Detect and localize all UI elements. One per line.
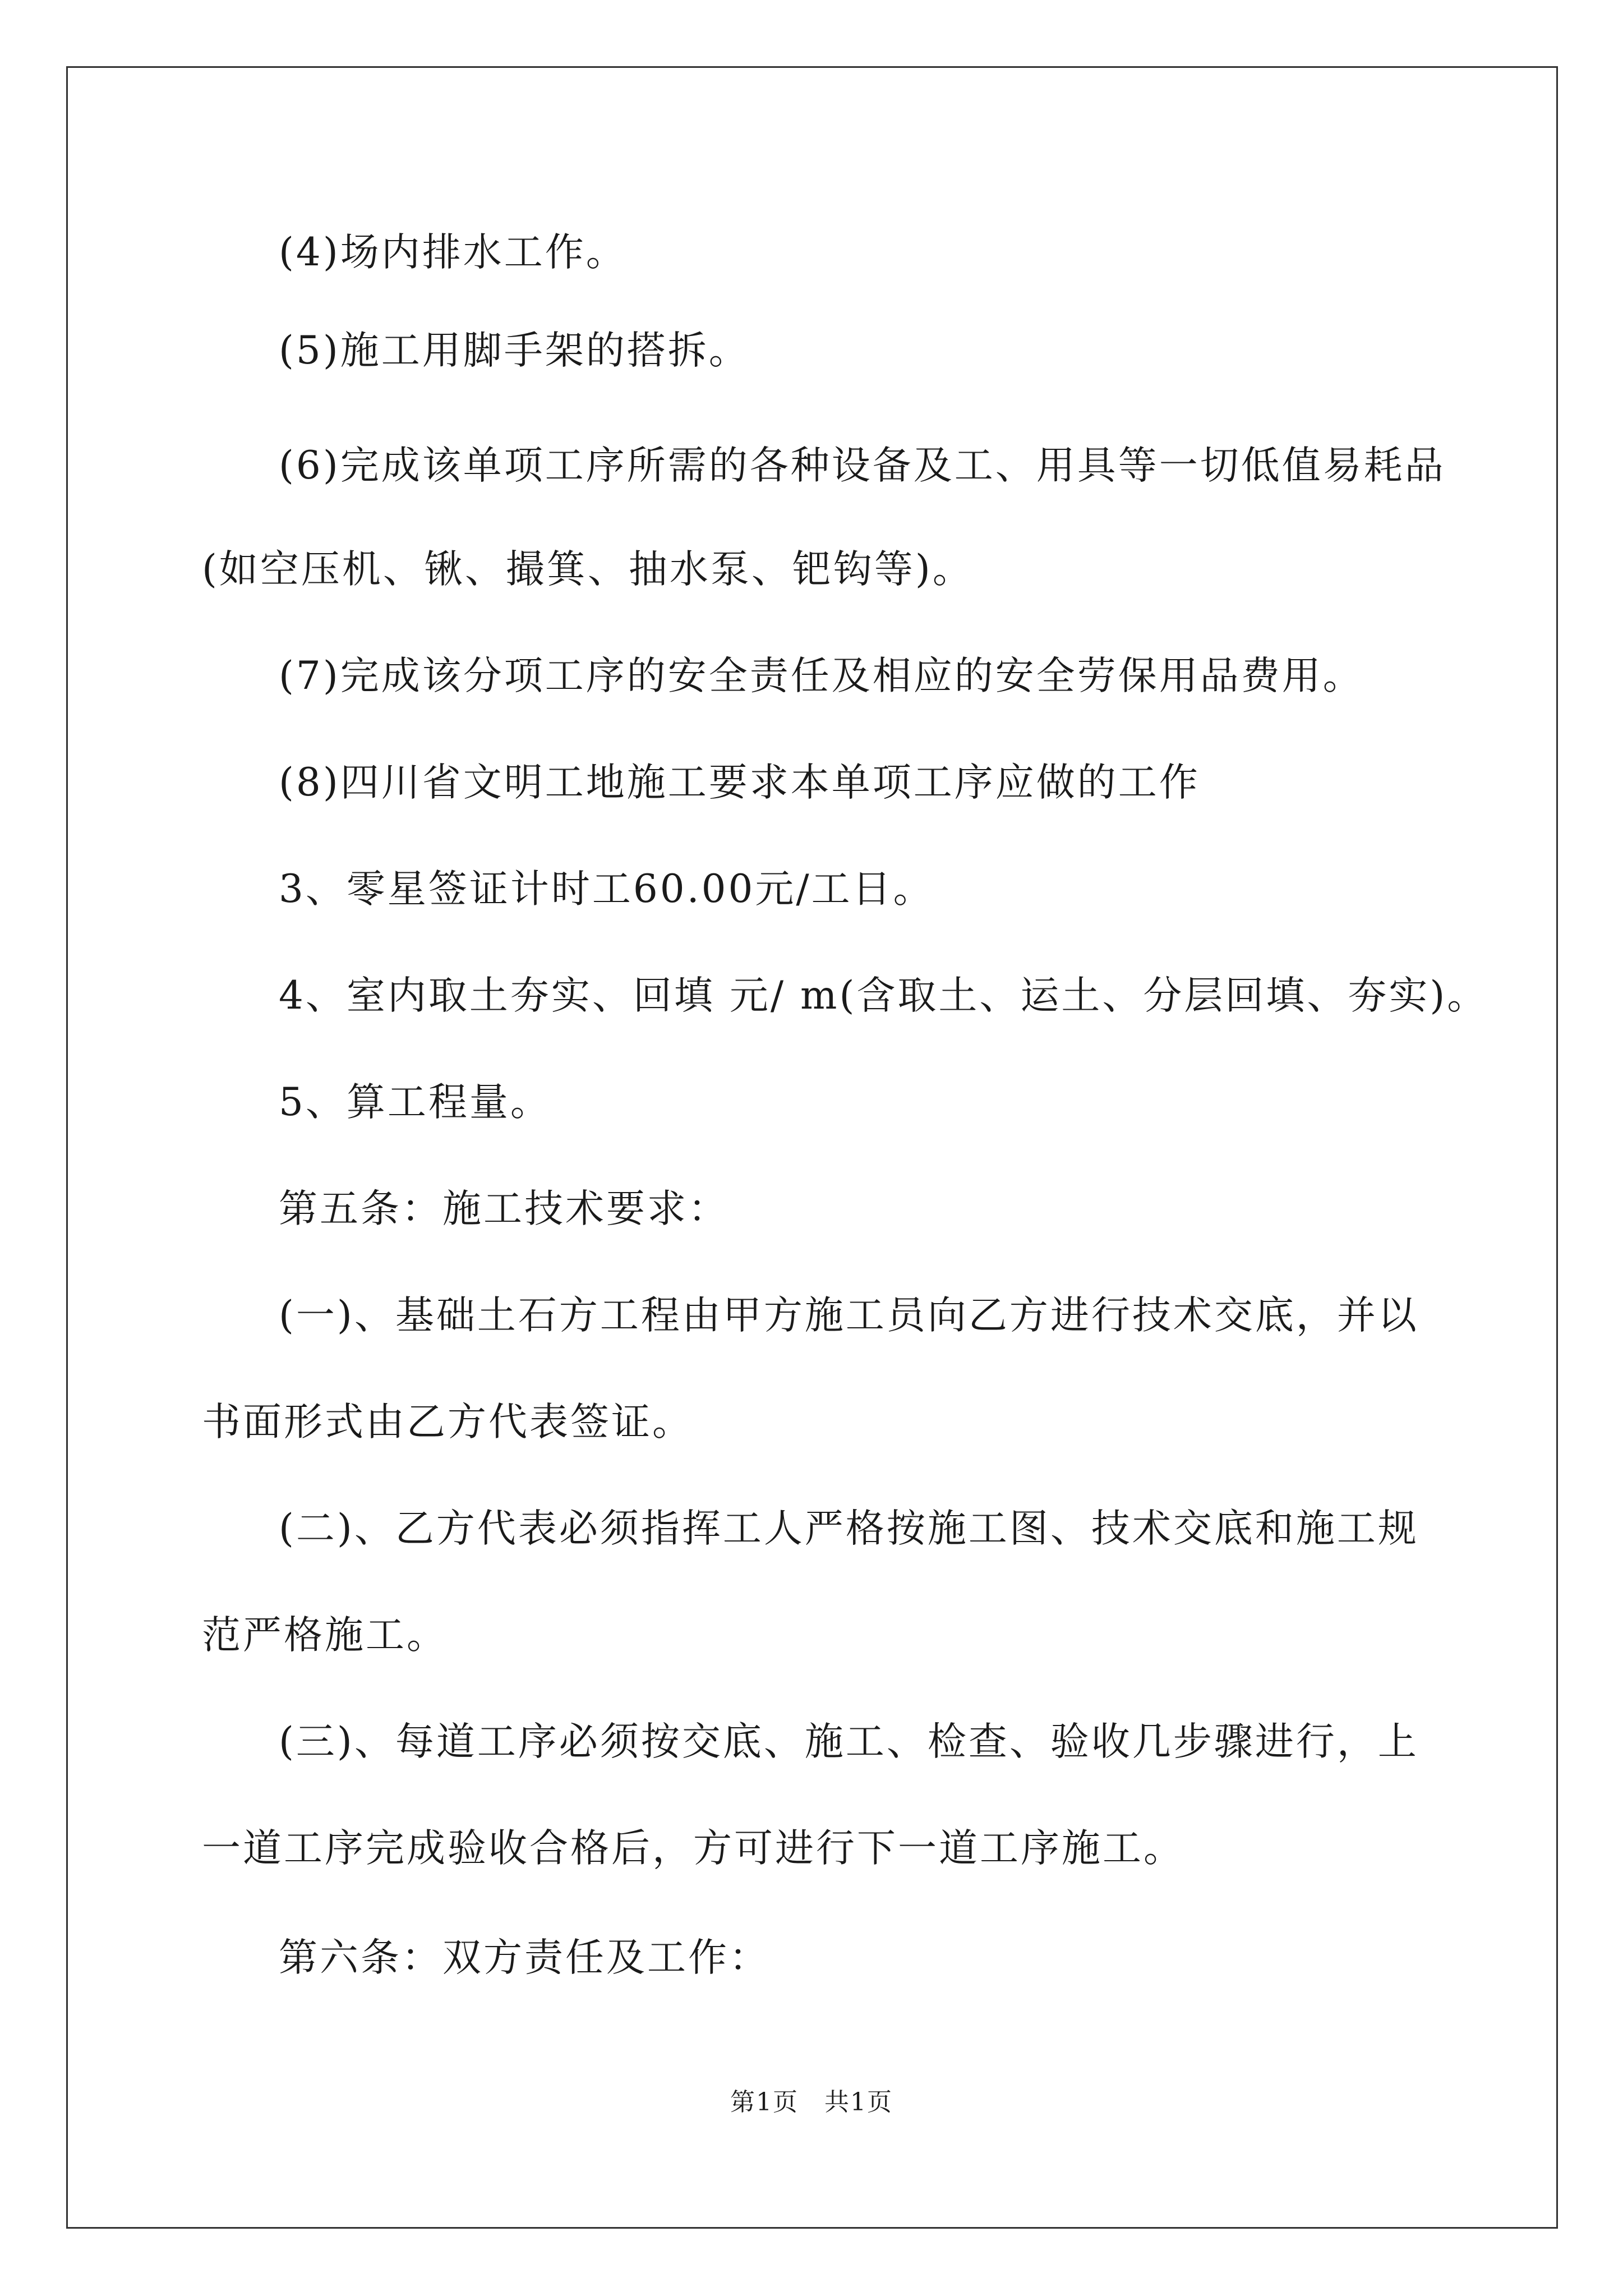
paragraph-line: 范严格施工。	[202, 1613, 448, 1658]
paragraph-line: 5、算工程量。	[279, 1080, 551, 1125]
paragraph-line: 书面形式由乙方代表签证。	[202, 1400, 693, 1444]
paragraph-line: (如空压机、锹、撮箕、抽水泵、钯钩等)。	[202, 547, 974, 592]
paragraph-line: (6)完成该单项工序所需的各种设备及工、用具等一切低值易耗品	[279, 443, 1446, 488]
paragraph-line: 一道工序完成验收合格后，方可进行下一道工序施工。	[202, 1826, 1184, 1871]
paragraph-line: (4)场内排水工作。	[279, 230, 627, 275]
paragraph-line: (8)四川省文明工地施工要求本单项工序应做的工作	[279, 760, 1200, 805]
section-heading: 第六条：双方责任及工作：	[279, 1935, 770, 1980]
paragraph-line: (5)施工用脚手架的搭拆。	[279, 328, 750, 373]
paragraph-line: (一)、基础土石方工程由甲方施工员向乙方进行技术交底，并以	[279, 1293, 1419, 1338]
page-border	[66, 66, 1558, 2229]
page-number-footer: 第1页 共1页	[730, 2088, 893, 2116]
paragraph-line: (三)、每道工序必须按交底、施工、检查、验收几步骤进行，上	[279, 1719, 1419, 1764]
paragraph-line: (二)、乙方代表必须指挥工人严格按施工图、技术交底和施工规	[279, 1506, 1419, 1551]
paragraph-line: 3、零星签证计时工60.00元/工日。	[279, 867, 934, 912]
paragraph-line: (7)完成该分项工序的安全责任及相应的安全劳保用品费用。	[279, 654, 1364, 698]
paragraph-line: 4、室内取土夯实、回填 元/ m(含取土、运土、分层回填、夯实)。	[279, 973, 1488, 1018]
section-heading: 第五条：施工技术要求：	[279, 1186, 729, 1231]
